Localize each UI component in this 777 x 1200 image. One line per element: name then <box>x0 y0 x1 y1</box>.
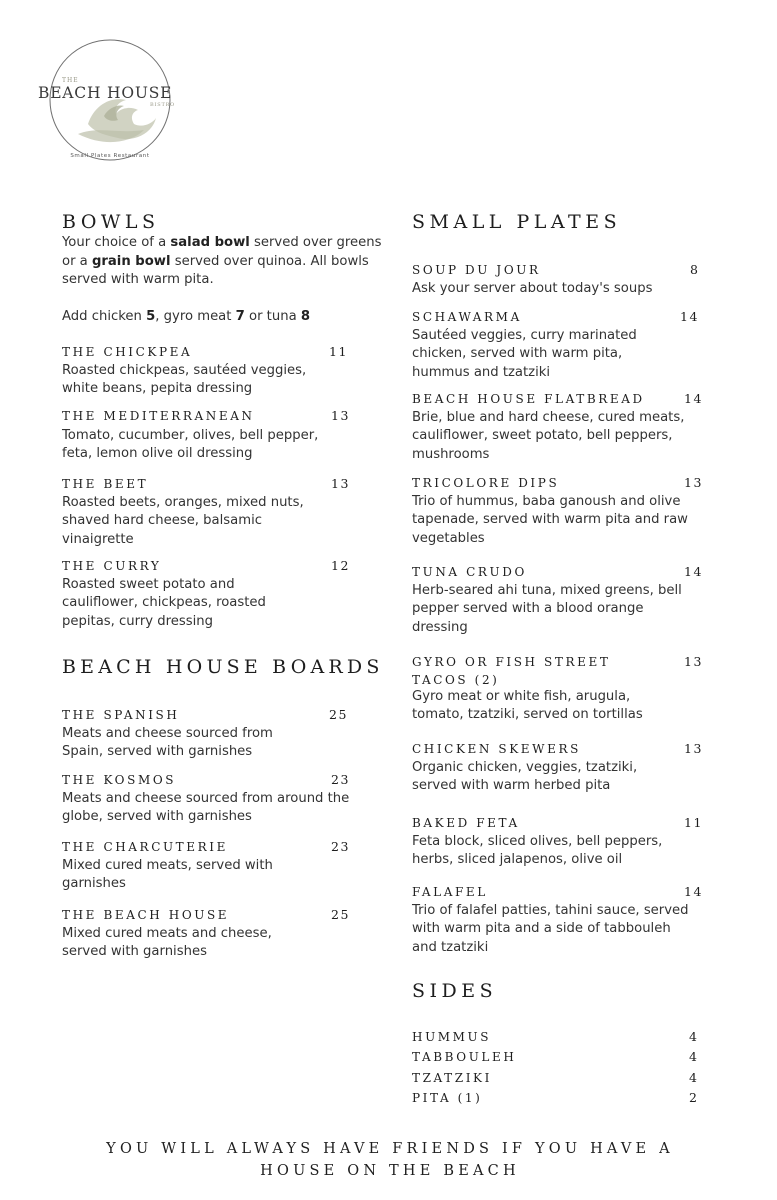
bowl-item-price: 11 <box>329 344 348 359</box>
plate-item-desc: Feta block, sliced olives, bell peppers, herbs, sliced jalapenos, olive oil <box>412 834 663 868</box>
side-item-price: 4 <box>689 1029 699 1044</box>
board-item-desc: Mixed cured meats and cheese, served with garnishes <box>62 926 272 960</box>
plate-item-desc: Trio of falafel patties, tahini sauce, served with warm pita and a side of tabbouleh and tzatziki <box>412 903 689 955</box>
logo-the: THE <box>62 77 79 84</box>
bowl-item-desc: Roasted beets, oranges, mixed nuts, shaved hard cheese, balsamic vinaigrette <box>62 495 304 547</box>
board-item-name: THE CHARCUTERIE <box>62 840 228 854</box>
footer-slogan <box>40 1138 740 1182</box>
bowl-item-price: 13 <box>331 408 350 423</box>
plate-item-name: SOUP DU JOUR <box>412 263 541 277</box>
board-item-desc: Meats and cheese sourced from Spain, served with garnishes <box>62 726 273 760</box>
bowl-item-name: THE MEDITERRANEAN <box>62 409 255 423</box>
board-item-desc: Mixed cured meats, served with garnishes <box>62 858 273 892</box>
logo <box>38 38 176 162</box>
footer-line-1: YOU WILL ALWAYS HAVE FRIENDS IF YOU HAVE A <box>106 1141 674 1157</box>
side-item-name: TZATZIKI <box>412 1071 492 1085</box>
plate-item-price: 8 <box>690 262 700 277</box>
logo-name: BEACH HOUSE <box>38 84 173 102</box>
bowl-item-desc: Tomato, cucumber, olives, bell pepper, feta, lemon olive oil dressing <box>62 428 319 462</box>
plate-item-price: 14 <box>684 884 703 899</box>
plate-item-name: CHICKEN SKEWERS <box>412 742 581 756</box>
plate-item-price: 13 <box>684 654 703 669</box>
plate-item-price: 13 <box>684 741 703 756</box>
board-item-price: 23 <box>331 772 350 787</box>
footer-line-2: HOUSE ON THE BEACH <box>260 1163 520 1179</box>
bowl-item-name: THE BEET <box>62 477 149 491</box>
bowl-item-desc: Roasted chickpeas, sautéed veggies, white beans, pepita dressing <box>62 363 307 397</box>
plate-item-price: 14 <box>684 391 703 406</box>
board-item-desc: Meats and cheese sourced from around the globe, served with garnishes <box>62 791 350 825</box>
board-item-price: 25 <box>329 707 348 722</box>
plate-item-desc: Ask your server about today's soups <box>412 281 653 296</box>
plate-item-desc: Organic chicken, veggies, tzatziki, served with warm herbed pita <box>412 760 638 794</box>
plate-item-name: SCHAWARMA <box>412 310 522 324</box>
bowl-item-price: 12 <box>331 558 350 573</box>
bowl-item-desc: Roasted sweet potato and cauliflower, chickpeas, roasted pepitas, curry dressing <box>62 577 266 629</box>
wave-icon <box>78 99 156 142</box>
logo-bistro: BISTRO <box>150 102 176 108</box>
side-item-price: 2 <box>689 1090 699 1105</box>
boards-title: BEACH HOUSE BOARDS <box>62 656 384 678</box>
plate-item-desc: Gyro meat or white fish, arugula, tomato, tzatziki, served on tortillas <box>412 689 643 723</box>
plate-item-price: 11 <box>684 815 703 830</box>
small-plates-title: SMALL PLATES <box>412 211 622 233</box>
bowl-item-price: 13 <box>331 476 350 491</box>
side-item-price: 4 <box>689 1070 699 1085</box>
plate-item-desc: Brie, blue and hard cheese, cured meats, cauliflower, sweet potato, bell peppers, mushrooms <box>412 410 685 462</box>
sides-title: SIDES <box>412 980 498 1002</box>
grain-bowl-label: grain bowl <box>91 253 171 269</box>
plate-item-desc: Sautéed veggies, curry marinated chicken, served with warm pita, hummus and tzatziki <box>412 328 637 380</box>
side-item-name: PITA (1) <box>412 1091 483 1105</box>
side-item-name: HUMMUS <box>412 1030 492 1044</box>
bowl-item-name: THE CHICKPEA <box>62 345 193 359</box>
plate-item-name: TRICOLORE DIPS <box>412 476 560 490</box>
plate-item-price: 14 <box>684 564 703 579</box>
plate-item-desc: Herb-seared ahi tuna, mixed greens, bell pepper served with a blood orange dressing <box>412 583 682 635</box>
board-item-name: THE BEACH HOUSE <box>62 908 230 922</box>
salad-bowl-label: salad bowl <box>170 235 250 250</box>
plate-item-price: 13 <box>684 475 703 490</box>
plate-item-name: FALAFEL <box>412 885 488 899</box>
side-item-name: TABBOULEH <box>412 1050 517 1064</box>
bowls-title: BOWLS <box>62 211 160 233</box>
bowl-item-name: THE CURRY <box>62 559 162 573</box>
plate-item-name: GYRO OR FISH STREET TACOS (2) <box>412 655 611 687</box>
bowls-addons: Add chicken 5, gyro meat 7 or tuna 8 <box>62 309 311 324</box>
plate-item-name: BAKED FETA <box>412 816 520 830</box>
side-item-price: 4 <box>689 1049 699 1064</box>
plate-item-name: BEACH HOUSE FLATBREAD <box>412 392 645 406</box>
board-item-name: THE KOSMOS <box>62 773 177 787</box>
plate-item-name: TUNA CRUDO <box>412 565 527 579</box>
board-item-name: THE SPANISH <box>62 708 180 722</box>
bowls-intro: Your choice of a salad bowl served over greens or a grain bowl served over quinoa. All bowls served with warm pita. <box>62 235 382 288</box>
plate-item-price: 14 <box>680 309 699 324</box>
board-item-price: 25 <box>331 907 350 922</box>
plate-item-desc: Trio of hummus, baba ganoush and olive tapenade, served with warm pita and raw vegetables <box>412 494 688 546</box>
board-item-price: 23 <box>331 839 350 854</box>
logo-tagline: Small Plates Restaurant <box>70 153 150 159</box>
